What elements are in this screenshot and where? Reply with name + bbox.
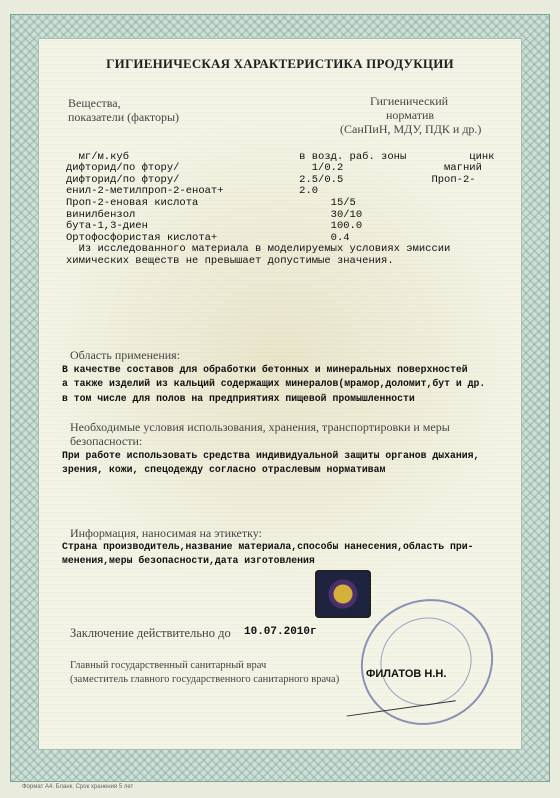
label-info-line1: Страна производитель,название материала,способы нанесения,область при-: [62, 541, 474, 552]
table-line: химических веществ не превышает допустимые значения.: [66, 254, 394, 267]
header-right-line3: (СанПиН, МДУ, ПДК и др.): [340, 122, 482, 136]
table-line: дифторид/по фтору/ 1/0.2 магний: [66, 162, 482, 175]
table-line: енил-2-метилпроп-2-еноат+ 2.0: [66, 185, 319, 198]
form-footer: Формат А4. Бланк. Срок хранения 5 лет: [22, 784, 134, 790]
document-title: ГИГИЕНИЧЕСКАЯ ХАРАКТЕРИСТИКА ПРОДУКЦИИ: [106, 56, 454, 71]
conditions-line2: зрения, кожи, спецодежду согласно отраслевым нормативам: [62, 464, 386, 475]
signature-title-line2: (заместитель главного государственного санитарного врача): [70, 674, 340, 685]
table-line: винилбензол 30/10: [66, 208, 363, 221]
signatory-name: ФИЛАТОВ Н.Н.: [366, 668, 447, 680]
header-left-line2: показатели (факторы): [68, 110, 180, 124]
conditions-label-line2: безопасности:: [70, 434, 143, 448]
header-right-line2: норматив: [386, 108, 435, 122]
validity-label: Заключение действительно до: [70, 626, 231, 640]
application-label: Область применения:: [70, 348, 181, 362]
table-line: бута-1,3-диен 100.0: [66, 220, 363, 233]
application-line3: в том числе для полов на предприятиях пищевой промышленности: [62, 393, 415, 404]
label-info-line2: менения,меры безопасности,дата изготовления: [62, 555, 315, 566]
table-line: Из исследованного материала в моделируемых условиях эмиссии: [66, 243, 451, 256]
application-line1: В качестве составов для обработки бетонных и минеральных поверхностей: [62, 364, 468, 375]
table-line: Проп-2-еновая кислота 15/5: [66, 196, 356, 209]
conditions-line1: При работе использовать средства индивидуальной защиты органов дыхания,: [62, 450, 480, 461]
header-left-line1: Вещества,: [68, 96, 121, 110]
signature-title-line1: Главный государственный санитарный врач: [70, 660, 267, 671]
table-line: мг/м.куб в возд. раб. зоны цинк: [66, 150, 495, 163]
table-line: Ортофосфористая кислота+ 0.4: [66, 231, 350, 244]
validity-date: 10.07.2010г: [244, 626, 317, 638]
conditions-label-line1: Необходимые условия использования, хранения, транспортировки и меры: [70, 420, 450, 434]
substances-table: [66, 140, 494, 279]
application-line2: а также изделий из кальций содержащих минералов(мрамор,доломит,бут и др.: [62, 378, 486, 389]
label-info-label: Информация, наносимая на этикетку:: [70, 526, 262, 540]
table-line: дифторид/по фтору/ 2.5/0.5 Проп-2-: [66, 173, 476, 186]
hologram-seal: [315, 570, 371, 618]
header-right-line1: Гигиенический: [370, 94, 449, 108]
